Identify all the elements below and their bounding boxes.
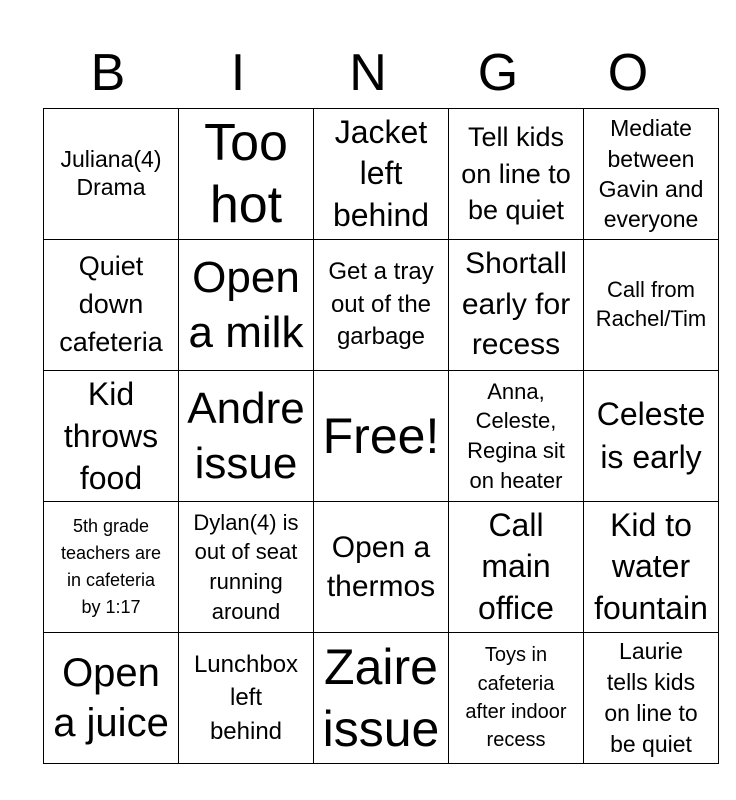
board-row — [44, 502, 719, 633]
header-letter-b: B — [90, 44, 126, 102]
bingo-board — [43, 108, 719, 764]
bingo-cell[interactable]: Too hot — [179, 109, 314, 240]
bingo-cell[interactable]: Quiet down cafeteria — [44, 240, 179, 371]
bingo-header — [43, 40, 693, 106]
bingo-cell[interactable]: Lunchbox left behind — [179, 633, 314, 764]
bingo-cell[interactable]: Open a milk — [179, 240, 314, 371]
bingo-cell[interactable]: Shortall early for recess — [449, 240, 584, 371]
bingo-cell[interactable]: Open a thermos — [314, 502, 449, 633]
bingo-cell[interactable]: Toys in cafeteria after indoor recess — [449, 633, 584, 764]
header-letter-n: N — [349, 44, 387, 102]
bingo-cell[interactable]: Free! — [314, 371, 449, 502]
board-row — [44, 240, 719, 371]
bingo-cell[interactable]: Tell kids on line to be quiet — [449, 109, 584, 240]
bingo-cell[interactable]: Mediate between Gavin and everyone — [584, 109, 719, 240]
header-letter-i: I — [230, 44, 246, 102]
board-row — [44, 371, 719, 502]
bingo-cell[interactable]: Laurie tells kids on line to be quiet — [584, 633, 719, 764]
bingo-cell[interactable]: Call from Rachel/Tim — [584, 240, 719, 371]
bingo-cell[interactable]: Call main office — [449, 502, 584, 633]
bingo-cell[interactable]: Get a tray out of the garbage — [314, 240, 449, 371]
bingo-cell[interactable]: Jacket left behind — [314, 109, 449, 240]
board-row — [44, 109, 719, 240]
bingo-cell[interactable]: Kid to water fountain — [584, 502, 719, 633]
header-letter-o: O — [607, 44, 649, 102]
bingo-cell[interactable]: Open a juice — [44, 633, 179, 764]
board-row — [44, 633, 719, 764]
bingo-cell[interactable]: Celeste is early — [584, 371, 719, 502]
bingo-cell[interactable]: Anna, Celeste, Regina sit on heater — [449, 371, 584, 502]
bingo-cell[interactable]: Juliana(4) Drama — [44, 109, 179, 240]
bingo-cell[interactable]: 5th grade teachers are in cafeteria by 1:17 — [44, 502, 179, 633]
bingo-cell[interactable]: Andre issue — [179, 371, 314, 502]
header-letter-g: G — [477, 44, 519, 102]
bingo-cell[interactable]: Dylan(4) is out of seat running around — [179, 502, 314, 633]
bingo-cell[interactable]: Kid throws food — [44, 371, 179, 502]
bingo-cell[interactable]: Zaire issue — [314, 633, 449, 764]
